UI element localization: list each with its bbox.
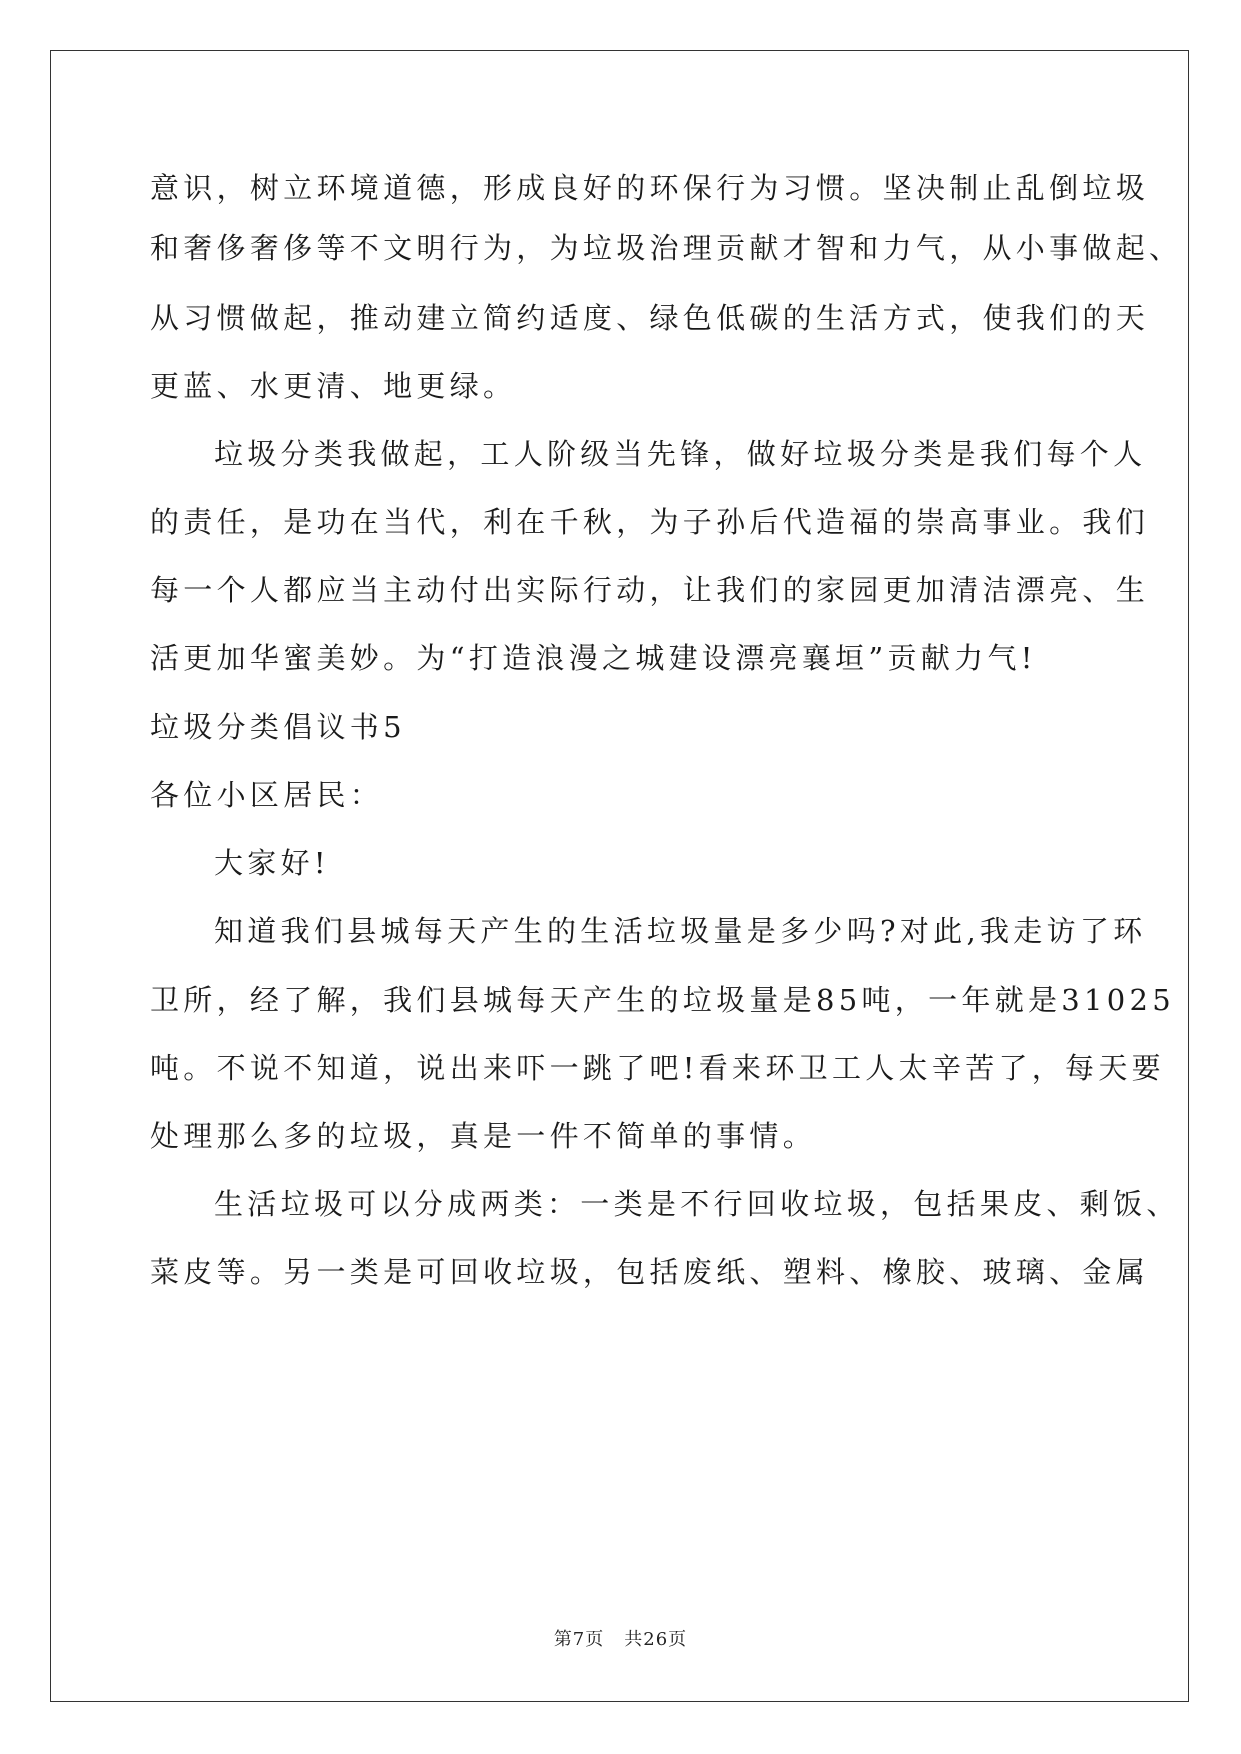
- greeting: 大家好!: [214, 846, 330, 880]
- page-footer: [0, 1625, 1241, 1651]
- text-line: 卫所，经了解，我们县城每天产生的垃圾量是85吨，一年就是31025: [150, 983, 1176, 1017]
- text-line: 吨。不说不知道，说出来吓一跳了吧!看来环卫工人太辛苦了，每天要: [150, 1051, 1165, 1085]
- paragraph-start-line: 生活垃圾可以分成两类：一类是不行回收垃圾，包括果皮、剩饭、: [214, 1187, 1180, 1221]
- text-line: 的责任，是功在当代，利在千秋，为子孙后代造福的崇高事业。我们: [150, 505, 1150, 539]
- page-number: 第7页: [553, 1629, 605, 1650]
- paragraph-start-line: 垃圾分类我做起，工人阶级当先锋，做好垃圾分类是我们每个人: [214, 437, 1147, 471]
- text-line: 活更加华蜜美妙。为“打造浪漫之城建设漂亮襄垣”贡献力气!: [150, 641, 1037, 675]
- section-heading: 垃圾分类倡议书5: [150, 710, 406, 744]
- text-line: 菜皮等。另一类是可回收垃圾，包括废纸、塑料、橡胶、玻璃、金属: [150, 1255, 1150, 1289]
- page-total: 共26页: [624, 1629, 688, 1650]
- text-line: 从习惯做起，推动建立简约适度、绿色低碳的生活方式，使我们的天: [150, 301, 1150, 335]
- text-line: 每一个人都应当主动付出实际行动，让我们的家园更加清洁漂亮、生: [150, 573, 1150, 607]
- text-line: 意识，树立环境道德，形成良好的环保行为习惯。坚决制止乱倒垃圾: [150, 171, 1150, 205]
- salutation: 各位小区居民：: [150, 778, 384, 812]
- text-line: 处理那么多的垃圾，真是一件不简单的事情。: [150, 1119, 817, 1153]
- text-line: 更蓝、水更清、地更绿。: [150, 369, 517, 403]
- text-line: 和奢侈奢侈等不文明行为，为垃圾治理贡献才智和力气，从小事做起、: [150, 231, 1183, 265]
- paragraph-start-line: 知道我们县城每天产生的生活垃圾量是多少吗?对此,我走访了环: [214, 914, 1147, 948]
